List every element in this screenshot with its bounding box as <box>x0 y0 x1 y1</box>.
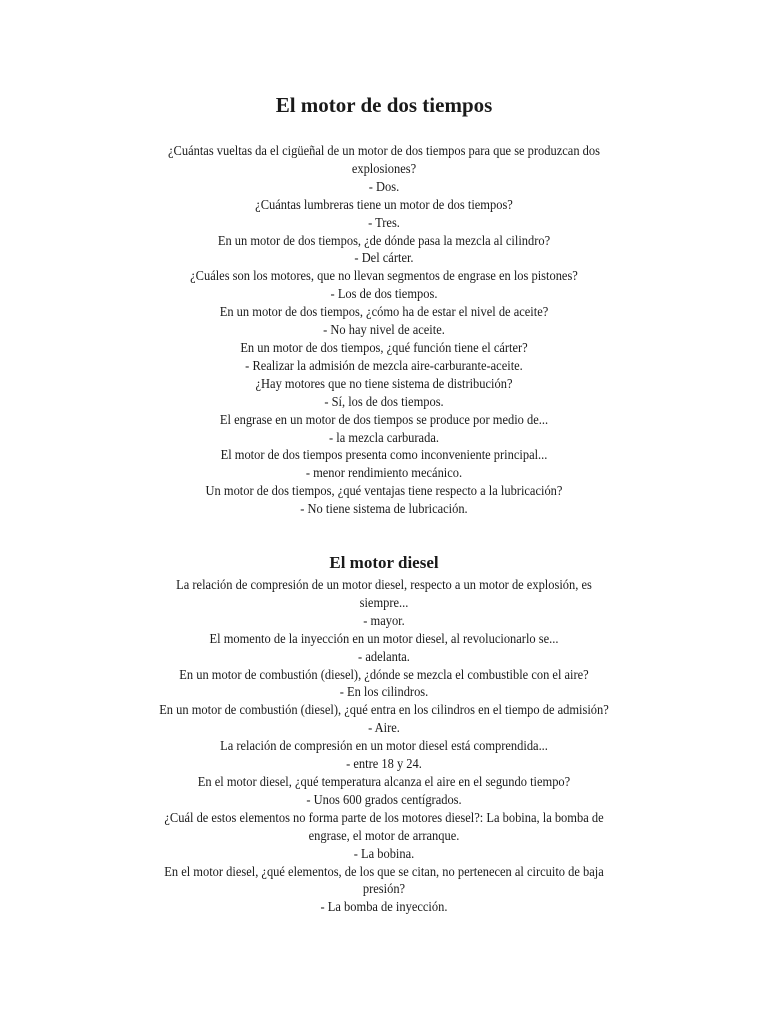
text-line: En un motor de dos tiempos, ¿qué función tiene el cárter? <box>240 339 528 355</box>
text-line: - Sí, los de dos tiempos. <box>324 393 444 409</box>
text-line: La relación de compresión de un motor diesel, respecto a un motor de explosión, es <box>176 577 592 593</box>
text-line: - Los de dos tiempos. <box>330 286 438 302</box>
qa-list <box>104 576 664 916</box>
text-line: - En los cilindros. <box>339 684 429 700</box>
text-line: - mayor. <box>363 612 405 628</box>
text-line: - adelanta. <box>358 648 410 664</box>
text-line: ¿Cuántas lumbreras tiene un motor de dos tiempos? <box>255 196 513 212</box>
text-line: ¿Cuál de estos elementos no forma parte de los motores diesel?: La bobina, la bomba de <box>164 809 604 825</box>
text-line: - No hay nivel de aceite. <box>323 322 445 338</box>
text-line: explosiones? <box>351 160 417 176</box>
text-line: La relación de compresión en un motor diesel está comprendida... <box>220 738 548 754</box>
text-line: siempre... <box>359 594 409 610</box>
text-line: - menor rendimiento mecánico. <box>305 465 463 481</box>
section-two-stroke-engine <box>104 0 664 518</box>
text-line: - Dos. <box>368 178 400 194</box>
text-line: - Aire. <box>368 720 400 736</box>
text-line: Un motor de dos tiempos, ¿qué ventajas tiene respecto a la lubricación? <box>205 483 563 499</box>
text-line: En el motor diesel, ¿qué elementos, de los que se citan, no pertenecen al circuito de baja <box>164 863 604 879</box>
text-line: El motor de dos tiempos presenta como inconveniente principal... <box>220 447 548 463</box>
text-line: - La bomba de inyección. <box>320 899 448 915</box>
text-line: En un motor de dos tiempos, ¿de dónde pasa la mezcla al cilindro? <box>217 232 551 248</box>
text-line: El engrase en un motor de dos tiempos se produce por medio de... <box>219 411 549 427</box>
section-title: El motor diesel <box>329 553 439 573</box>
text-line: - la mezcla carburada. <box>329 429 439 445</box>
text-line: En el motor diesel, ¿qué temperatura alcanza el aire en el segundo tiempo? <box>197 774 571 789</box>
text-line: En un motor de combustión (diesel), ¿qué entra en los cilindros en el tiempo de admisión? <box>159 702 609 718</box>
text-line: ¿Cuáles son los motores, que no llevan segmentos de engrase en los pistones? <box>190 268 578 284</box>
text-line: - La bobina. <box>353 845 415 861</box>
text-line: - Unos 600 grados centígrados. <box>306 791 462 807</box>
text-line: presión? <box>362 881 406 897</box>
section-diesel-engine <box>104 518 664 916</box>
text-line: - Del cárter. <box>354 250 414 266</box>
text-line: - Tres. <box>368 214 400 230</box>
text-line: - Realizar la admisión de mezcla aire-carburante-aceite. <box>245 357 523 373</box>
section-title: El motor de dos tiempos <box>275 93 493 117</box>
text-line: engrase, el motor de arranque. <box>308 827 460 843</box>
text-line: ¿Cuántas vueltas da el cigüeñal de un motor de dos tiempos para que se produzcan dos <box>168 143 600 158</box>
text-line: - entre 18 y 24. <box>346 756 422 772</box>
text-line: - No tiene sistema de lubricación. <box>300 501 468 517</box>
qa-list <box>104 142 664 518</box>
text-line: En un motor de dos tiempos, ¿cómo ha de estar el nivel de aceite? <box>219 304 549 320</box>
text-line: En un motor de combustión (diesel), ¿dónde se mezcla el combustible con el aire? <box>179 666 589 682</box>
text-line: El momento de la inyección en un motor diesel, al revolucionarlo se... <box>209 630 559 646</box>
text-line: ¿Hay motores que no tiene sistema de distribución? <box>255 375 513 391</box>
